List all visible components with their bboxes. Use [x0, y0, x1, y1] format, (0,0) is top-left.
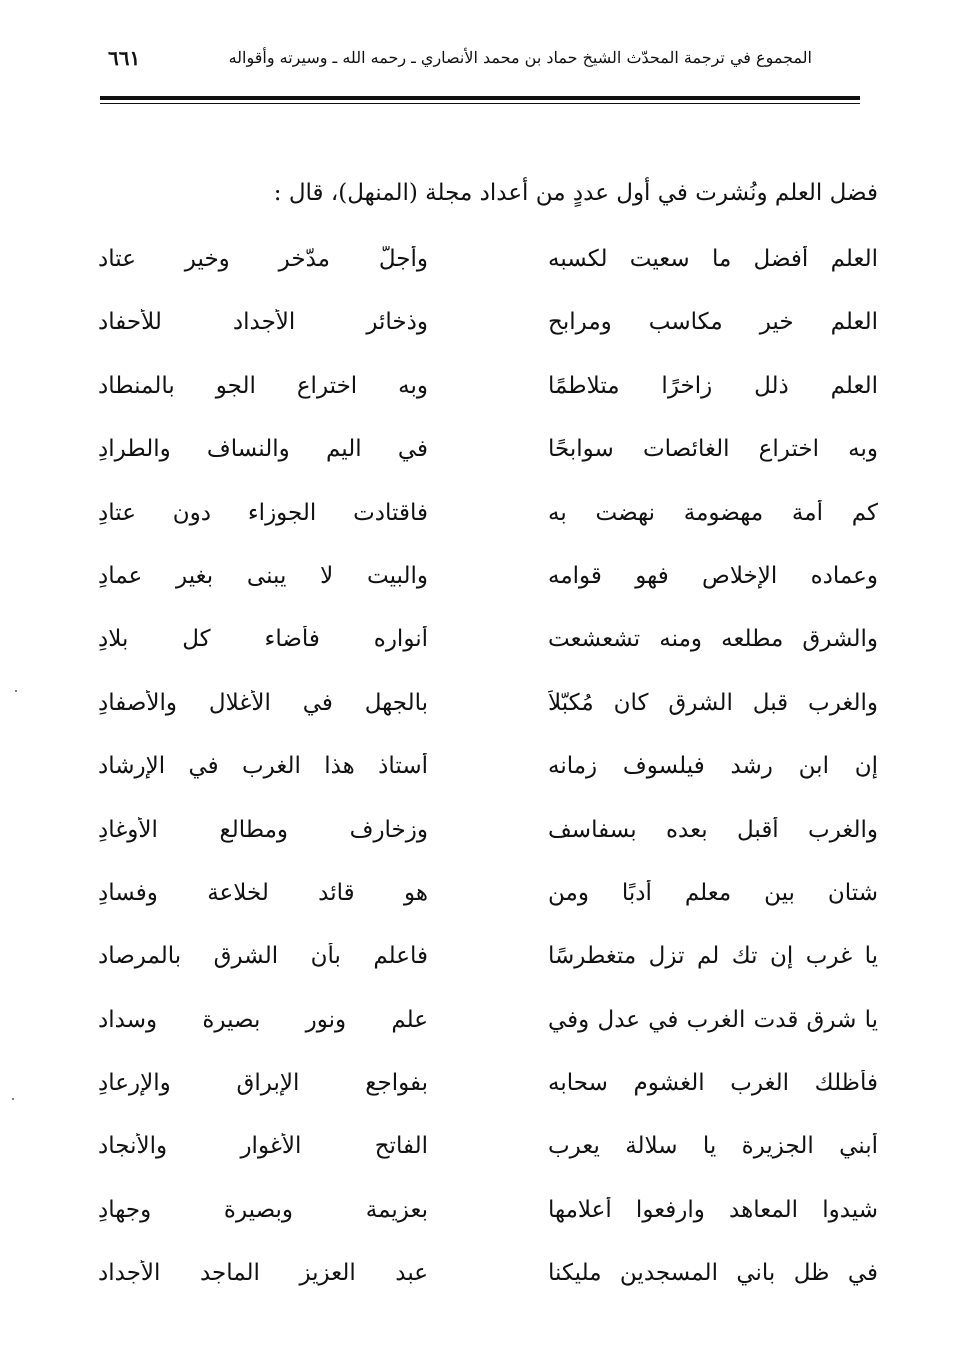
page-number: ٦٦١ — [108, 46, 141, 70]
verse-second-hemistich: والبيت لا يبنى بغير عمادِ — [98, 562, 428, 589]
verse-second-hemistich: وذخائر الأجداد للأحفاد — [98, 309, 428, 336]
page-header — [100, 44, 860, 84]
verse-second-hemistich: فاقتادت الجوزاء دون عتادِ — [98, 499, 428, 526]
verse — [90, 1187, 890, 1250]
scan-speck — [15, 690, 17, 692]
verse-first-hemistich: كم أمة مهضومة نهضت به — [548, 499, 878, 526]
verse-first-hemistich: فأظلك الغرب الغشوم سحابه — [548, 1070, 878, 1097]
verse-first-hemistich: والشرق مطلعه ومنه تشعشعت — [548, 626, 878, 653]
verse-second-hemistich: أستاذ هذا الغرب في الإرشاد — [98, 753, 428, 780]
poem — [90, 236, 890, 1316]
verse-first-hemistich: العلم ذلل زاخرًا متلاطمًا — [548, 372, 878, 399]
verse-second-hemistich: بالجهل في الأغلال والأصفادِ — [98, 689, 428, 716]
verse — [90, 870, 890, 933]
verse-first-hemistich: وعماده الإخلاص فهو قوامه — [548, 562, 878, 589]
verse-second-hemistich: عبد العزيز الماجد الأجداد — [98, 1260, 428, 1287]
verse — [90, 426, 890, 489]
verse-first-hemistich: العلم أفضل ما سعيت لكسبه — [548, 246, 878, 272]
verse-first-hemistich: العلم خير مكاسب ومرابح — [548, 309, 878, 336]
verse-first-hemistich: يا شرق قدت الغرب في عدل وفي — [548, 1006, 878, 1033]
verse — [90, 299, 890, 362]
verse — [90, 997, 890, 1060]
verse — [90, 1250, 890, 1313]
verse-second-hemistich: في اليم والنساف والطرادِ — [98, 436, 428, 463]
verse-first-hemistich: وبه اختراع الغائصات سوابحًا — [548, 436, 878, 463]
verse-second-hemistich: وبه اختراع الجو بالمنطاد — [98, 372, 428, 399]
header-rule-thick — [100, 96, 860, 100]
verse-second-hemistich: هو قائد لخلاعة وفسادِ — [98, 879, 428, 906]
verse-second-hemistich: الفاتح الأغوار والأنجاد — [98, 1133, 428, 1160]
verse — [90, 743, 890, 806]
verse-first-hemistich: في ظل باني المسجدين مليكنا — [548, 1260, 878, 1287]
running-header-title: المجموع في ترجمة المحدّث الشيخ حماد بن محمد الأنصاري ـ رحمه الله ـ وسيرته وأقواله — [228, 48, 812, 67]
verse-first-hemistich: إن ابن رشد فيلسوف زمانه — [548, 753, 878, 780]
verse — [90, 616, 890, 679]
verse — [90, 363, 890, 426]
verse — [90, 490, 890, 553]
verse — [90, 236, 890, 299]
verse — [90, 1123, 890, 1186]
verse-first-hemistich: والغرب قبل الشرق كان مُكبّلاً — [548, 689, 878, 716]
verse-first-hemistich: شيدوا المعاهد وارفعوا أعلامها — [548, 1196, 878, 1223]
verse — [90, 1060, 890, 1123]
verse-second-hemistich: بفواجع الإبراق والإرعادِ — [98, 1070, 428, 1097]
verse — [90, 680, 890, 743]
verse — [90, 933, 890, 996]
verse-first-hemistich: يا غرب إن تك لم تزل متغطرسًا — [548, 943, 878, 970]
verse-second-hemistich: فاعلم بأن الشرق بالمرصاد — [98, 943, 428, 970]
verse-first-hemistich: شتان بين معلم أدبًا ومن — [548, 879, 878, 906]
verse-second-hemistich: أنواره فأضاء كل بلادِ — [98, 626, 428, 653]
verse-second-hemistich: بعزيمة وبصيرة وجهادِ — [98, 1196, 428, 1223]
verse-second-hemistich: علم ونور بصيرة وسداد — [98, 1006, 428, 1033]
scan-speck — [12, 1098, 14, 1100]
verse-first-hemistich: والغرب أقبل بعده بسفاسف — [548, 816, 878, 843]
verse-second-hemistich: وأجلّ مدّخر وخير عتاد — [98, 246, 428, 272]
verse-first-hemistich: أبني الجزيرة يا سلالة يعرب — [548, 1133, 878, 1160]
verse — [90, 807, 890, 870]
verse-second-hemistich: وزخارف ومطالع الأوغادِ — [98, 816, 428, 843]
poem-intro: فضل العلم ونُشرت في أول عددٍ من أعداد مجلة (المنهل)، قال : — [273, 180, 878, 206]
verse — [90, 553, 890, 616]
header-rule-thin — [100, 103, 860, 104]
